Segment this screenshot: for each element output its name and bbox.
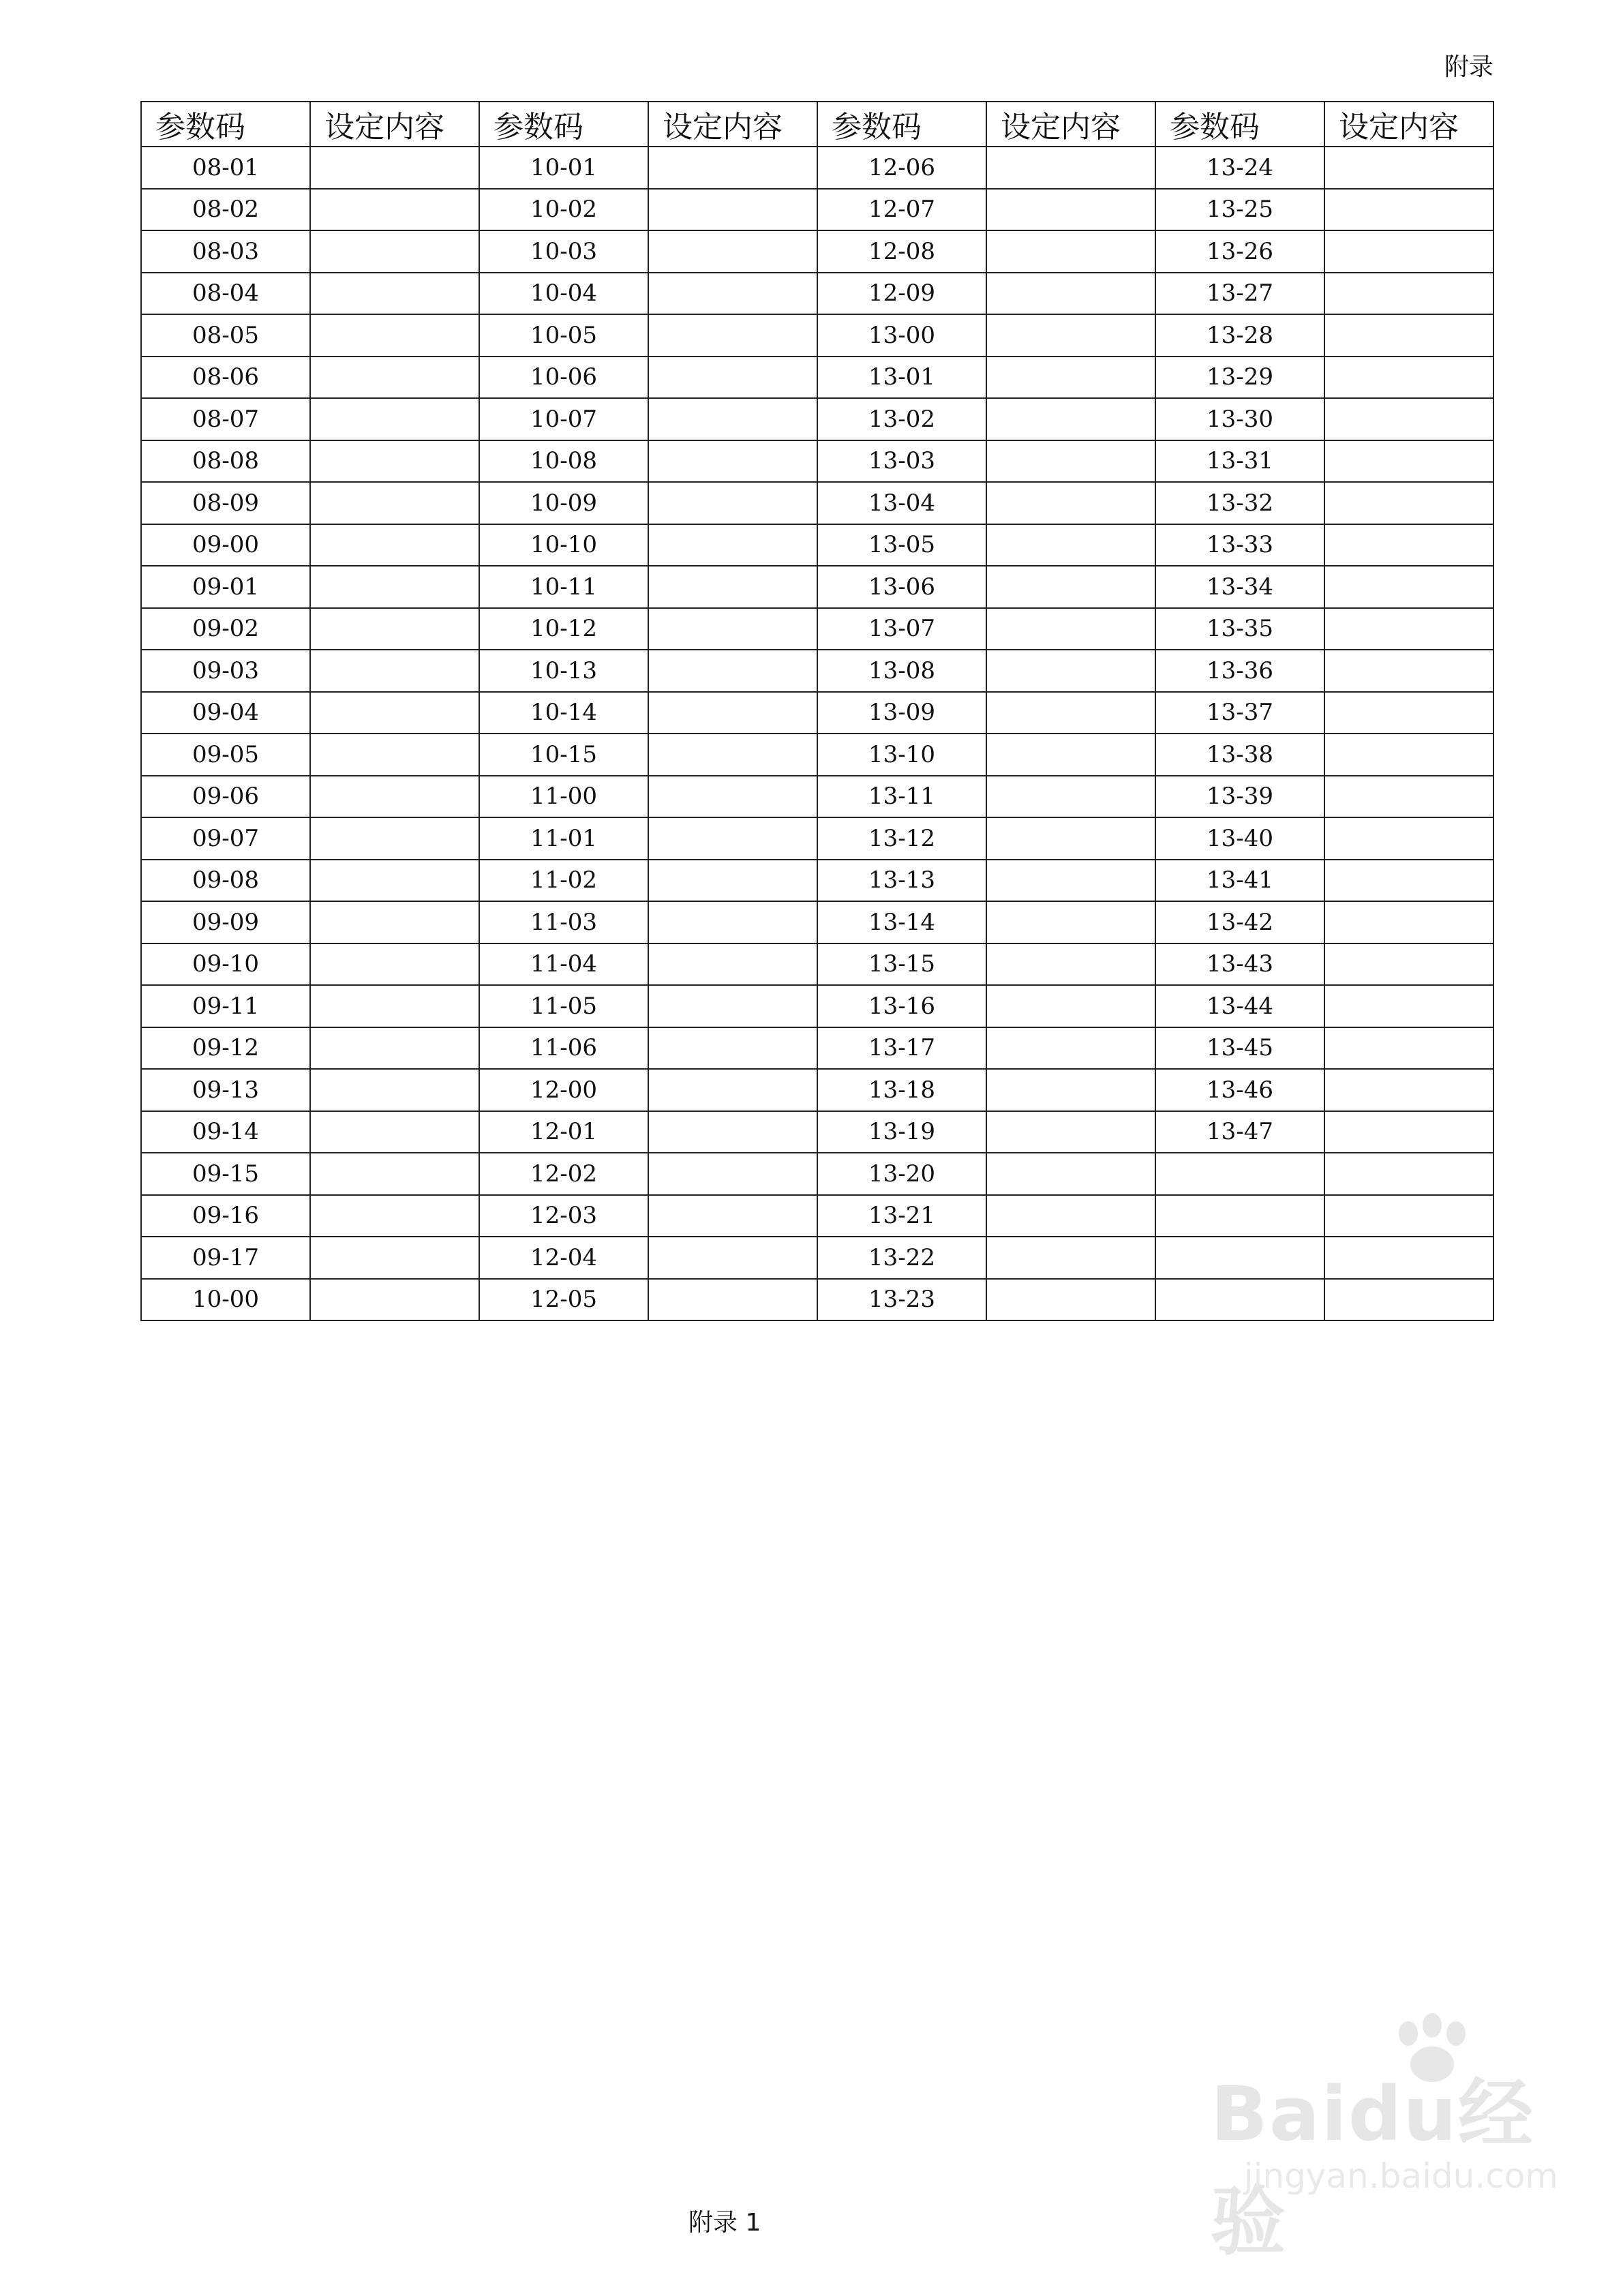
param-code-cell: 13-21 (817, 1195, 986, 1237)
setting-value-cell (310, 1195, 479, 1237)
param-code-cell: 10-06 (479, 357, 648, 399)
setting-value-cell (1324, 985, 1493, 1027)
setting-value-cell (648, 860, 817, 902)
param-code-cell: 13-35 (1155, 608, 1324, 650)
param-code-cell: 10-10 (479, 524, 648, 567)
param-code-cell: 13-42 (1155, 901, 1324, 943)
setting-value-cell (1324, 608, 1493, 650)
param-code-cell: 12-04 (479, 1237, 648, 1279)
table-row (141, 817, 1493, 860)
setting-value-cell (648, 1195, 817, 1237)
param-code-cell: 13-11 (817, 776, 986, 818)
param-code-cell: 09-07 (141, 817, 310, 860)
setting-value-cell (1324, 273, 1493, 315)
page-footer: 附录 1 (688, 2209, 761, 2237)
param-code-cell: 13-15 (817, 943, 986, 986)
param-code-cell: 13-19 (817, 1111, 986, 1153)
param-code-cell (1155, 1237, 1324, 1279)
setting-value-cell (986, 1111, 1155, 1153)
param-code-cell (1155, 1195, 1324, 1237)
param-code-cell: 13-06 (817, 566, 986, 608)
param-code-cell: 13-25 (1155, 189, 1324, 231)
param-code-cell: 13-10 (817, 734, 986, 776)
setting-value-cell (310, 1069, 479, 1111)
param-code-cell: 13-28 (1155, 314, 1324, 357)
param-code-cell: 13-18 (817, 1069, 986, 1111)
param-code-cell: 09-02 (141, 608, 310, 650)
setting-value-cell (310, 734, 479, 776)
param-code-cell: 13-45 (1155, 1027, 1324, 1070)
table-row (141, 860, 1493, 902)
param-code-cell: 13-16 (817, 985, 986, 1027)
param-code-cell: 10-05 (479, 314, 648, 357)
setting-value-cell (1324, 1279, 1493, 1321)
param-code-cell: 08-07 (141, 398, 310, 440)
param-code-cell: 10-14 (479, 692, 648, 734)
param-code-cell: 12-02 (479, 1153, 648, 1195)
param-code-cell: 13-43 (1155, 943, 1324, 986)
setting-value-cell (986, 901, 1155, 943)
table-row (141, 901, 1493, 943)
setting-value-cell (648, 943, 817, 986)
param-code-cell: 09-08 (141, 860, 310, 902)
setting-value-cell (986, 1237, 1155, 1279)
watermark (1211, 2013, 1565, 2265)
table-row (141, 692, 1493, 734)
setting-value-cell (986, 943, 1155, 986)
param-code-cell: 13-09 (817, 692, 986, 734)
setting-value-cell (310, 314, 479, 357)
setting-value-cell (310, 817, 479, 860)
param-code-cell: 10-08 (479, 440, 648, 483)
table-row (141, 398, 1493, 440)
param-code-cell: 09-12 (141, 1027, 310, 1070)
param-code-cell: 13-23 (817, 1279, 986, 1321)
setting-value-cell (1324, 482, 1493, 524)
param-code-cell: 08-01 (141, 147, 310, 189)
setting-value-cell (1324, 817, 1493, 860)
setting-value-cell (310, 1153, 479, 1195)
param-code-cell: 12-09 (817, 273, 986, 315)
setting-value-cell (986, 608, 1155, 650)
param-code-cell: 11-06 (479, 1027, 648, 1070)
setting-value-cell (310, 860, 479, 902)
setting-value-cell (1324, 1027, 1493, 1070)
param-code-cell (1155, 1279, 1324, 1321)
param-code-cell: 13-46 (1155, 1069, 1324, 1111)
table-row (141, 1027, 1493, 1070)
setting-value-cell (986, 314, 1155, 357)
table-row (141, 650, 1493, 692)
setting-value-cell (986, 357, 1155, 399)
setting-value-cell (648, 776, 817, 818)
table-row (141, 1069, 1493, 1111)
param-code-cell: 09-15 (141, 1153, 310, 1195)
param-code-cell: 10-00 (141, 1279, 310, 1321)
table-row (141, 1195, 1493, 1237)
param-code-cell: 09-00 (141, 524, 310, 567)
param-code-cell: 13-37 (1155, 692, 1324, 734)
setting-value-cell (648, 524, 817, 567)
table-body (141, 147, 1493, 1320)
setting-value-cell (648, 985, 817, 1027)
setting-value-cell (986, 189, 1155, 231)
setting-value-cell (1324, 650, 1493, 692)
param-code-cell: 09-14 (141, 1111, 310, 1153)
param-code-cell: 09-17 (141, 1237, 310, 1279)
setting-value-cell (986, 482, 1155, 524)
param-code-cell: 09-09 (141, 901, 310, 943)
param-code-cell: 08-05 (141, 314, 310, 357)
param-code-cell: 11-01 (479, 817, 648, 860)
setting-value-cell (310, 482, 479, 524)
param-code-cell: 13-41 (1155, 860, 1324, 902)
setting-value-cell (986, 985, 1155, 1027)
setting-value-cell (648, 1027, 817, 1070)
setting-value-cell (310, 985, 479, 1027)
setting-value-cell (310, 901, 479, 943)
param-code-cell: 13-22 (817, 1237, 986, 1279)
param-code-cell: 08-04 (141, 273, 310, 315)
setting-value-cell (310, 147, 479, 189)
param-code-cell: 10-01 (479, 147, 648, 189)
setting-value-cell (986, 1027, 1155, 1070)
setting-value-cell (310, 566, 479, 608)
param-code-cell: 10-02 (479, 189, 648, 231)
setting-value-cell (986, 1153, 1155, 1195)
param-code-cell: 10-15 (479, 734, 648, 776)
param-code-cell: 08-09 (141, 482, 310, 524)
setting-value-cell (986, 566, 1155, 608)
param-code-cell: 13-02 (817, 398, 986, 440)
param-code-cell: 13-33 (1155, 524, 1324, 567)
param-code-cell: 13-12 (817, 817, 986, 860)
watermark-logo: Baidu经验 (1211, 2070, 1534, 2265)
setting-value-cell (1324, 734, 1493, 776)
setting-value-cell (648, 650, 817, 692)
param-code-cell: 12-01 (479, 1111, 648, 1153)
table-row (141, 608, 1493, 650)
table-row (141, 524, 1493, 567)
table-row (141, 147, 1493, 189)
table-row (141, 440, 1493, 483)
param-code-cell: 13-34 (1155, 566, 1324, 608)
param-code-cell: 12-03 (479, 1195, 648, 1237)
param-code-cell: 13-38 (1155, 734, 1324, 776)
table-row (141, 357, 1493, 399)
setting-value-cell (648, 1153, 817, 1195)
param-code-cell (1155, 1153, 1324, 1195)
param-code-cell: 13-40 (1155, 817, 1324, 860)
param-code-cell: 09-04 (141, 692, 310, 734)
column-header: 参数码 (817, 102, 986, 147)
setting-value-cell (310, 943, 479, 986)
setting-value-cell (1324, 189, 1493, 231)
param-code-cell: 12-06 (817, 147, 986, 189)
param-code-cell: 13-32 (1155, 482, 1324, 524)
setting-value-cell (310, 230, 479, 273)
column-header: 参数码 (141, 102, 310, 147)
setting-value-cell (986, 734, 1155, 776)
param-code-cell: 08-02 (141, 189, 310, 231)
column-header: 设定内容 (986, 102, 1155, 147)
setting-value-cell (986, 860, 1155, 902)
watermark-url: jingyan.baidu.com (1243, 2156, 1558, 2196)
column-header: 设定内容 (1324, 102, 1493, 147)
setting-value-cell (648, 273, 817, 315)
setting-value-cell (648, 566, 817, 608)
setting-value-cell (986, 650, 1155, 692)
param-code-cell: 13-20 (817, 1153, 986, 1195)
page-header: 附录 (1444, 53, 1493, 81)
column-header: 参数码 (479, 102, 648, 147)
table-row (141, 985, 1493, 1027)
param-code-cell: 13-13 (817, 860, 986, 902)
setting-value-cell (310, 1237, 479, 1279)
setting-value-cell (648, 608, 817, 650)
setting-value-cell (648, 901, 817, 943)
setting-value-cell (648, 1069, 817, 1111)
param-code-cell: 09-06 (141, 776, 310, 818)
param-code-cell: 09-03 (141, 650, 310, 692)
param-code-cell: 13-30 (1155, 398, 1324, 440)
param-code-cell: 12-08 (817, 230, 986, 273)
param-code-cell: 13-03 (817, 440, 986, 483)
setting-value-cell (986, 1279, 1155, 1321)
param-code-cell: 08-03 (141, 230, 310, 273)
setting-value-cell (986, 230, 1155, 273)
param-code-cell: 11-05 (479, 985, 648, 1027)
setting-value-cell (648, 1237, 817, 1279)
setting-value-cell (310, 189, 479, 231)
table-row (141, 734, 1493, 776)
setting-value-cell (1324, 524, 1493, 567)
setting-value-cell (310, 650, 479, 692)
setting-value-cell (1324, 357, 1493, 399)
setting-value-cell (1324, 1069, 1493, 1111)
setting-value-cell (986, 524, 1155, 567)
column-header: 设定内容 (648, 102, 817, 147)
table-row (141, 1237, 1493, 1279)
table-row (141, 482, 1493, 524)
setting-value-cell (310, 273, 479, 315)
param-code-cell: 13-26 (1155, 230, 1324, 273)
table-row (141, 230, 1493, 273)
param-code-cell: 08-08 (141, 440, 310, 483)
setting-value-cell (986, 440, 1155, 483)
setting-value-cell (310, 608, 479, 650)
setting-value-cell (1324, 440, 1493, 483)
param-code-cell: 13-04 (817, 482, 986, 524)
setting-value-cell (648, 1279, 817, 1321)
setting-value-cell (1324, 1111, 1493, 1153)
param-code-cell: 12-05 (479, 1279, 648, 1321)
setting-value-cell (1324, 1195, 1493, 1237)
param-code-cell: 09-13 (141, 1069, 310, 1111)
setting-value-cell (1324, 692, 1493, 734)
param-code-cell: 10-11 (479, 566, 648, 608)
setting-value-cell (1324, 314, 1493, 357)
param-code-cell: 13-27 (1155, 273, 1324, 315)
param-code-cell: 10-12 (479, 608, 648, 650)
table-row (141, 943, 1493, 986)
table-row (141, 776, 1493, 818)
param-code-cell: 10-13 (479, 650, 648, 692)
param-code-cell: 13-24 (1155, 147, 1324, 189)
param-code-cell: 09-10 (141, 943, 310, 986)
setting-value-cell (648, 398, 817, 440)
setting-value-cell (986, 692, 1155, 734)
setting-value-cell (1324, 860, 1493, 902)
param-code-cell: 13-39 (1155, 776, 1324, 818)
param-code-cell: 09-05 (141, 734, 310, 776)
table-header-row (141, 102, 1493, 147)
param-code-cell: 12-00 (479, 1069, 648, 1111)
setting-value-cell (310, 398, 479, 440)
setting-value-cell (310, 1111, 479, 1153)
param-code-cell: 13-44 (1155, 985, 1324, 1027)
param-code-cell: 13-29 (1155, 357, 1324, 399)
param-code-cell: 13-07 (817, 608, 986, 650)
param-code-cell: 13-17 (817, 1027, 986, 1070)
setting-value-cell (648, 357, 817, 399)
param-code-cell: 13-36 (1155, 650, 1324, 692)
param-code-cell: 11-03 (479, 901, 648, 943)
table-row (141, 314, 1493, 357)
setting-value-cell (310, 357, 479, 399)
setting-value-cell (648, 147, 817, 189)
setting-value-cell (648, 817, 817, 860)
column-header: 设定内容 (310, 102, 479, 147)
setting-value-cell (986, 776, 1155, 818)
param-code-cell: 09-16 (141, 1195, 310, 1237)
param-code-cell: 11-04 (479, 943, 648, 986)
setting-value-cell (986, 398, 1155, 440)
setting-value-cell (986, 147, 1155, 189)
setting-value-cell (648, 314, 817, 357)
setting-value-cell (1324, 1237, 1493, 1279)
column-header: 参数码 (1155, 102, 1324, 147)
param-code-cell: 13-14 (817, 901, 986, 943)
setting-value-cell (1324, 1153, 1493, 1195)
setting-value-cell (310, 440, 479, 483)
setting-value-cell (1324, 901, 1493, 943)
param-code-cell: 11-02 (479, 860, 648, 902)
table-row (141, 1111, 1493, 1153)
setting-value-cell (648, 482, 817, 524)
param-code-cell: 08-06 (141, 357, 310, 399)
param-code-cell: 10-09 (479, 482, 648, 524)
setting-value-cell (648, 1111, 817, 1153)
setting-value-cell (648, 692, 817, 734)
param-code-cell: 10-04 (479, 273, 648, 315)
param-code-cell: 09-01 (141, 566, 310, 608)
setting-value-cell (1324, 566, 1493, 608)
setting-value-cell (310, 776, 479, 818)
setting-value-cell (310, 692, 479, 734)
setting-value-cell (648, 230, 817, 273)
param-code-cell: 12-07 (817, 189, 986, 231)
setting-value-cell (648, 734, 817, 776)
param-code-cell: 13-05 (817, 524, 986, 567)
setting-value-cell (1324, 147, 1493, 189)
param-code-cell: 13-00 (817, 314, 986, 357)
setting-value-cell (986, 1069, 1155, 1111)
param-code-cell: 09-11 (141, 985, 310, 1027)
param-code-cell: 13-31 (1155, 440, 1324, 483)
setting-value-cell (1324, 943, 1493, 986)
table-row (141, 1279, 1493, 1321)
setting-value-cell (1324, 776, 1493, 818)
param-code-cell: 10-07 (479, 398, 648, 440)
table-row (141, 189, 1493, 231)
table-row (141, 566, 1493, 608)
table-row (141, 1153, 1493, 1195)
param-code-cell: 11-00 (479, 776, 648, 818)
setting-value-cell (648, 189, 817, 231)
parameter-table (140, 101, 1494, 1321)
setting-value-cell (986, 817, 1155, 860)
setting-value-cell (986, 1195, 1155, 1237)
param-code-cell: 13-01 (817, 357, 986, 399)
setting-value-cell (310, 524, 479, 567)
param-code-cell: 13-47 (1155, 1111, 1324, 1153)
setting-value-cell (1324, 230, 1493, 273)
table-row (141, 273, 1493, 315)
param-code-cell: 13-08 (817, 650, 986, 692)
param-code-cell: 10-03 (479, 230, 648, 273)
setting-value-cell (310, 1279, 479, 1321)
setting-value-cell (310, 1027, 479, 1070)
setting-value-cell (986, 273, 1155, 315)
setting-value-cell (1324, 398, 1493, 440)
setting-value-cell (648, 440, 817, 483)
